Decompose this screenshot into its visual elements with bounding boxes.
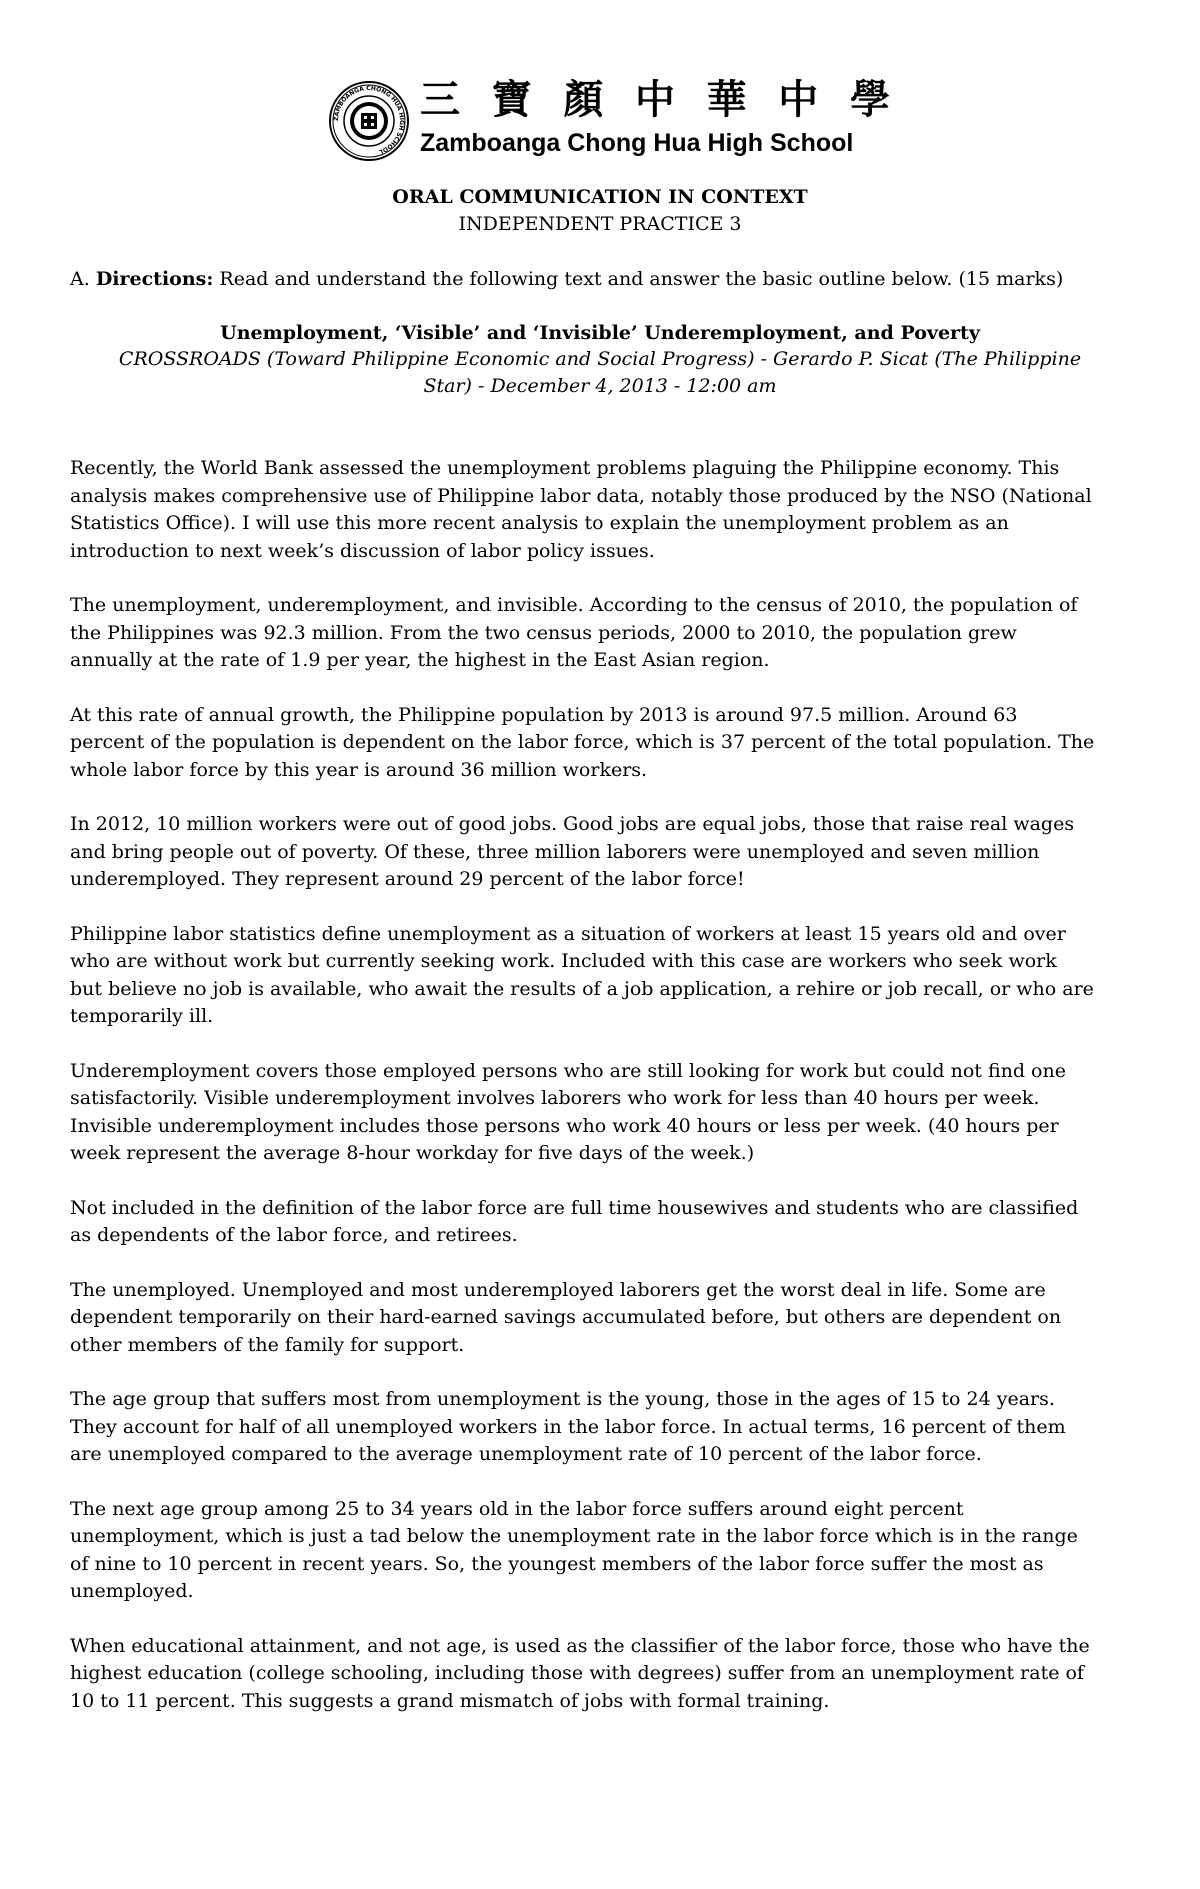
school-name-english: Zamboanga Chong Hua High School	[420, 129, 854, 157]
article-source-line: Star) - December 4, 2013 - 12:00 am	[423, 375, 777, 397]
paragraph	[70, 455, 1130, 565]
text-line: of nine to 10 percent in recent years. So, the youngest members of the labor force suffer the most as	[70, 1552, 1044, 1575]
text-line: When educational attainment, and not age, is used as the classifier of the labor force, those who have the	[70, 1634, 1090, 1657]
article-source-line: CROSSROADS (Toward Philippine Economic and Social Progress) - Gerardo P. Sicat (The Philippine	[118, 348, 1082, 370]
paragraph	[70, 1277, 1130, 1360]
text-line: and bring people out of poverty. Of these, three million laborers were unemployed and seven million	[70, 840, 1040, 863]
text-line: analysis makes comprehensive use of Philippine labor data, notably those produced by the NSO (National	[70, 484, 1092, 507]
text-line: At this rate of annual growth, the Philippine population by 2013 is around 97.5 million. Around 63	[70, 703, 1018, 726]
text-line: Recently, the World Bank assessed the unemployment problems plaguing the Philippine economy. This	[70, 457, 1060, 479]
text-line: The next age group among 25 to 34 years old in the labor force suffers around eight percent	[70, 1497, 964, 1520]
text-line: week represent the average 8-hour workday for five days of the week.)	[70, 1142, 755, 1164]
chinese-char: 寶	[491, 76, 532, 123]
directions-text: Read and understand the following text and answer the basic outline below. (15 marks)	[213, 268, 1064, 290]
directions-label: Directions:	[95, 268, 214, 290]
text-line: Philippine labor statistics define unemployment as a situation of workers at least 15 years old and over	[70, 922, 1066, 945]
text-line: They account for half of all unemployed workers in the labor force. In actual terms, 16 percent of them	[70, 1415, 1066, 1438]
paragraph	[70, 811, 1130, 894]
text-line: unemployed.	[70, 1580, 194, 1602]
text-line: The unemployed. Unemployed and most underemployed laborers get the worst deal in life. Some are	[70, 1278, 1046, 1301]
text-line: The unemployment, underemployment, and invisible. According to the census of 2010, the population of	[70, 594, 1078, 616]
text-line: underemployed. They represent around 29 percent of the labor force!	[70, 868, 745, 890]
paragraph	[70, 1496, 1130, 1606]
paragraph	[70, 702, 1130, 785]
article-source	[100, 346, 1100, 400]
chinese-char: 中	[634, 76, 675, 123]
text-line: other members of the family for support.	[70, 1333, 465, 1356]
text-line: the Philippines was 92.3 million. From the two census periods, 2000 to 2010, the population grew	[70, 621, 1017, 644]
directions-prefix: A.	[70, 268, 96, 290]
text-line: percent of the population is dependent on the labor force, which is 37 percent of the total population. The	[70, 731, 1095, 753]
text-line: highest education (college schooling, including those with degrees) suffer from an unemployment rate of	[70, 1662, 1084, 1684]
paragraph	[70, 1386, 1130, 1469]
text-line: Invisible underemployment includes those persons who work 40 hours or less per week. (40 hours per	[70, 1114, 1059, 1137]
text-line: who are without work but currently seeking work. Included with this case are workers who seek work	[70, 950, 1057, 972]
text-line: Statistics Office). I will use this more recent analysis to explain the unemployment problem as an	[70, 512, 1009, 534]
school-seal-icon	[328, 80, 410, 162]
school-name-chinese	[420, 76, 890, 124]
paragraph	[70, 1195, 1130, 1250]
text-line: The age group that suffers most from unemployment is the young, those in the ages of 15 to 24 years.	[70, 1388, 1055, 1410]
chinese-char: 中	[778, 76, 819, 123]
text-line: temporarily ill.	[70, 1005, 214, 1027]
paragraph	[70, 1633, 1130, 1716]
text-line: are unemployed compared to the average unemployment rate of 10 percent of the labor force.	[70, 1443, 982, 1465]
directions	[70, 266, 1130, 292]
school-header	[328, 76, 890, 158]
course-title: ORAL COMMUNICATION IN CONTEXT	[392, 186, 808, 208]
article-title: Unemployment, ‘Visible’ and ‘Invisible’ Underemployment, and Poverty	[220, 322, 980, 344]
text-line: In 2012, 10 million workers were out of good jobs. Good jobs are equal jobs, those that raise real wages	[70, 813, 1075, 835]
text-line: satisfactorily. Visible underemployment involves laborers who work for less than 40 hours per week.	[70, 1087, 1040, 1109]
chinese-char: 顏	[563, 76, 604, 123]
text-line: dependent temporarily on their hard-earned savings accumulated before, but others are dependent on	[70, 1306, 1062, 1328]
paragraph	[70, 921, 1130, 1031]
practice-title: INDEPENDENT PRACTICE 3	[458, 213, 742, 235]
paragraph	[70, 592, 1130, 675]
text-line: annually at the rate of 1.9 per year, the highest in the East Asian region.	[70, 649, 770, 671]
seal-text: ZAMBOANGA CHONG HUA HIGH SCHOOL	[332, 84, 406, 156]
text-line: whole labor force by this year is around 36 million workers.	[70, 758, 648, 781]
chinese-char: 學	[849, 76, 890, 123]
text-line: Not included in the definition of the labor force are full time housewives and students who are classified	[70, 1196, 1079, 1219]
text-line: 10 to 11 percent. This suggests a grand mismatch of jobs with formal training.	[70, 1689, 830, 1712]
text-line: as dependents of the labor force, and retirees.	[70, 1224, 518, 1246]
text-line: but believe no job is available, who await the results of a job application, a rehire or job recall, or who are	[70, 977, 1094, 1000]
article-body	[70, 455, 1130, 1742]
text-line: introduction to next week’s discussion of labor policy issues.	[70, 539, 655, 562]
text-line: Underemployment covers those employed persons who are still looking for work but could not find one	[70, 1059, 1066, 1082]
chinese-char: 三	[420, 76, 460, 123]
paragraph	[70, 1058, 1130, 1168]
chinese-char: 華	[706, 76, 747, 123]
text-line: unemployment, which is just a tad below the unemployment rate in the labor force which is in the range	[70, 1525, 1078, 1547]
